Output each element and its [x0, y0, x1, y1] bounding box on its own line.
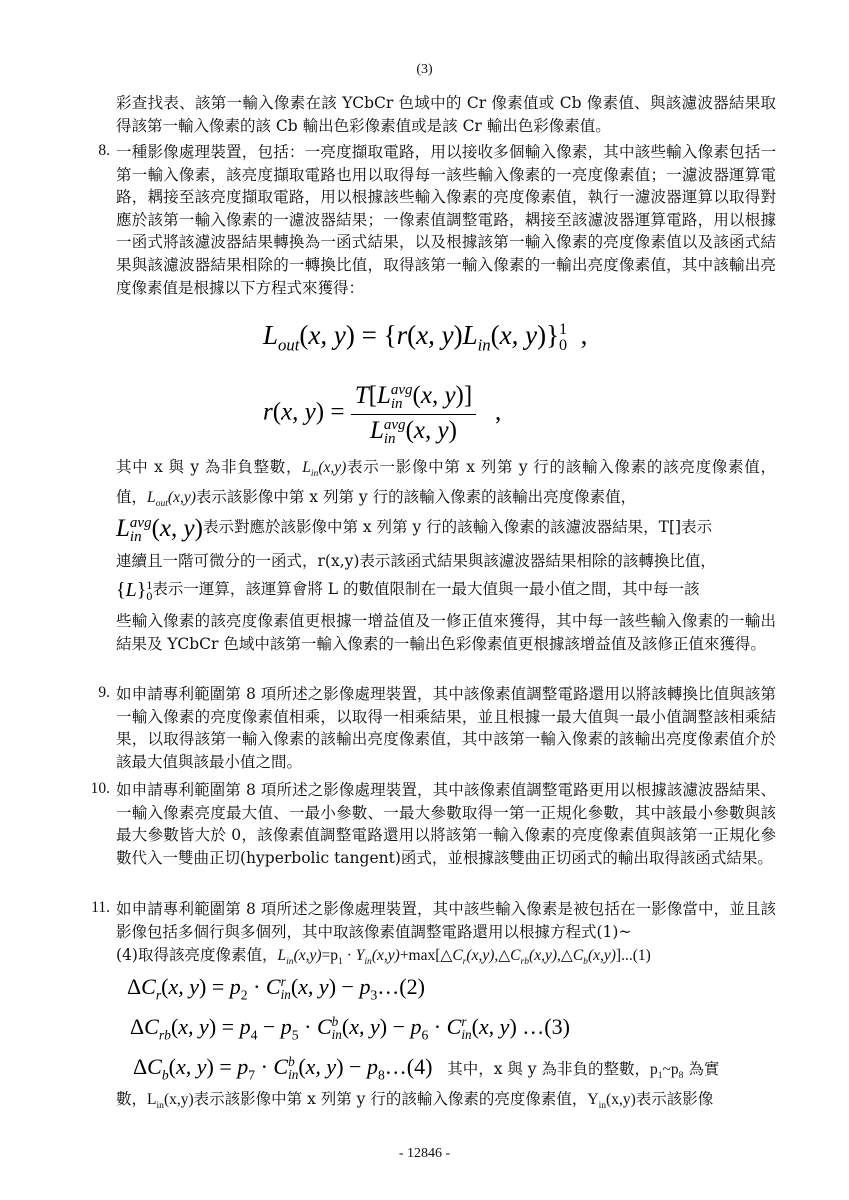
claim-10-number: 10. — [90, 780, 110, 797]
page-footer: - 12846 - — [398, 1146, 451, 1161]
claim-8-where-t: 連續且一階可微分的一函式，r(x,y)表示該函式結果與該濾波器結果相除的該轉換比值， — [116, 552, 716, 570]
page-header: (3) — [416, 62, 433, 77]
claim-9-number: 9. — [98, 684, 110, 701]
claim-8-text: 一種影像處理裝置，包括：一亮度擷取電路，用以接收多個輸入像素，其中該些輸入像素包括一第一輸入像素，該亮度擷取電路也用以取得每一該些輸入像素的一亮度像素值；一濾波器運算電路，耦接至該亮度擷取電路，用以根據該些輸入像素的亮度像素值，執行一濾波器運算以取得對應於該第一輸入像素的一濾波器結果；一像素值調整電路，耦接至該濾波器運算電路，用以根據一函式將該濾波器結果轉換為一函式結果，以及根據該第一輸入像素的亮度像素值以及該函式結果與該濾波器結果相除的一轉換比值，取得該第一輸入像素的一輸出亮度像素值，其中該輸出亮度像素值是根據以下方程式來獲得： — [116, 143, 776, 297]
claim-10-text: 如申請專利範圍第 8 項所述之影像處理裝置，其中該像素值調整電路更用以根據該濾波器結果、一輸入像素亮度最大值、一最小參數、一最大參數取得一第一正規化參數，其中該最小參數與該最大參數皆大於 0，該像素值調整電路還用以將該第一輸入像素的亮度像素值與該第一正規化參數代入一雙曲正切(hyperbolic tangent)函式，並根據該雙曲正切函式的輸出取得該函式結果。 — [116, 781, 776, 867]
claim-8-where-lavg: L avg in (x, y)表示對應於該影像中第 x 列第 y 行的該輸入像素的該濾波器結果，T[]表示 — [116, 515, 713, 546]
claim-8-number: 8. — [98, 142, 110, 159]
equation-4: $\Delta C_b(x$, $y) = p_7 \cdot C$ b in (x, $y) - p_8\dots(4)$ — [133, 1054, 433, 1083]
equation-lout: $L_{out}(x$, y) = {r(x, $y)L_{in}(x$, y)} 1 0 , — [263, 320, 588, 355]
claim-11-text: 如申請專利範圍第 8 項所述之影像處理裝置，其中該些輸入像素是被包括在一影像當中，並且該影像包括多個行與多個列，其中取該像素值調整電路還用以根據方程式(1)~ — [116, 900, 776, 941]
continuation-paragraph: 彩查找表、該第一輸入像素在該 YCbCr 色域中的 Cr 像素值或 Cb 像素值、與該濾波器結果取得該第一輸入像素的該 Cb 輸出色彩像素值或是該 Cr 輸出色彩像素值。 — [116, 94, 776, 135]
equation-2: $\Delta C_r(x$, $y) = p_2 \cdot C$ r in (x, $y) - p_3\dots(2)$ — [127, 974, 425, 1003]
claim-8-where-clip: {L} 1 0 表示一運算，該運算會將 L 的數值限制在一最大值與一最小值之間，其中每一該 — [116, 577, 700, 604]
equation-4-line: $\Delta C_b(x$, $y) = p_7 \cdot C$ b in (x, $y) - p_8\dots(4)$ 其中，x 與 y 為非負的整數，$p_1\sim p_8$ 為實 — [133, 1054, 720, 1083]
equation-ratio: r(x, y) = T[L avg in (x, y)] L avg in (x, y) , — [263, 382, 502, 447]
claim-11-line3: (4)取得該亮度像素值，$L_{in}(x,y)=p_1$ · $Y_{in}(x,y)+\max[\triangle C_r(x,y),\triangle C_{rb}(x,y),\triangle C_b(x,y)]...(1)$ — [116, 946, 651, 968]
claim-8-where-1: 其中 x 與 y 為非負整數，$L_{in}(x,y)$表示一影像中第 x 列第 y 行的該輸入像素的該亮度像素值，值，$L_{out}(x,y)$表示該影像中第 x 列第 y 行的該輸入像素的該輸出亮度像素值， — [116, 458, 776, 509]
claim-11-number: 11. — [91, 899, 110, 916]
claim-11-last-line: 數，$L_{in}(x,y)$表示該影像中第 x 列第 y 行的該輸入像素的亮度像素值，$Y_{in}(x,y)$表示該影像 — [116, 1090, 714, 1112]
claim-8-tail: 些輸入像素的該亮度像素值更根據一增益值及一修正值來獲得，其中每一該些輸入像素的一輸出結果及 YCbCr 色域中該第一輸入像素的一輸出色彩像素值更根據該增益值及該修正值來獲得。 — [116, 612, 776, 653]
claim-9-text: 如申請專利範圍第 8 項所述之影像處理裝置，其中該像素值調整電路還用以將該轉換比值與該第一輸入像素的亮度像素值相乘，以取得一相乘結果，並且根據一最大值與一最小值調整該相乘結果，以取得該第一輸入像素的該輸出亮度像素值，其中該第一輸入像素的該輸出亮度像素值介於該最大值與該最小值之間。 — [116, 685, 776, 771]
equation-3: $\Delta C_{rb}(x$, $y) = p_4 - p_5 \cdot C$ b in (x, $y) - p_6 \cdot C$ r in (x, y) …(3) — [130, 1014, 570, 1043]
